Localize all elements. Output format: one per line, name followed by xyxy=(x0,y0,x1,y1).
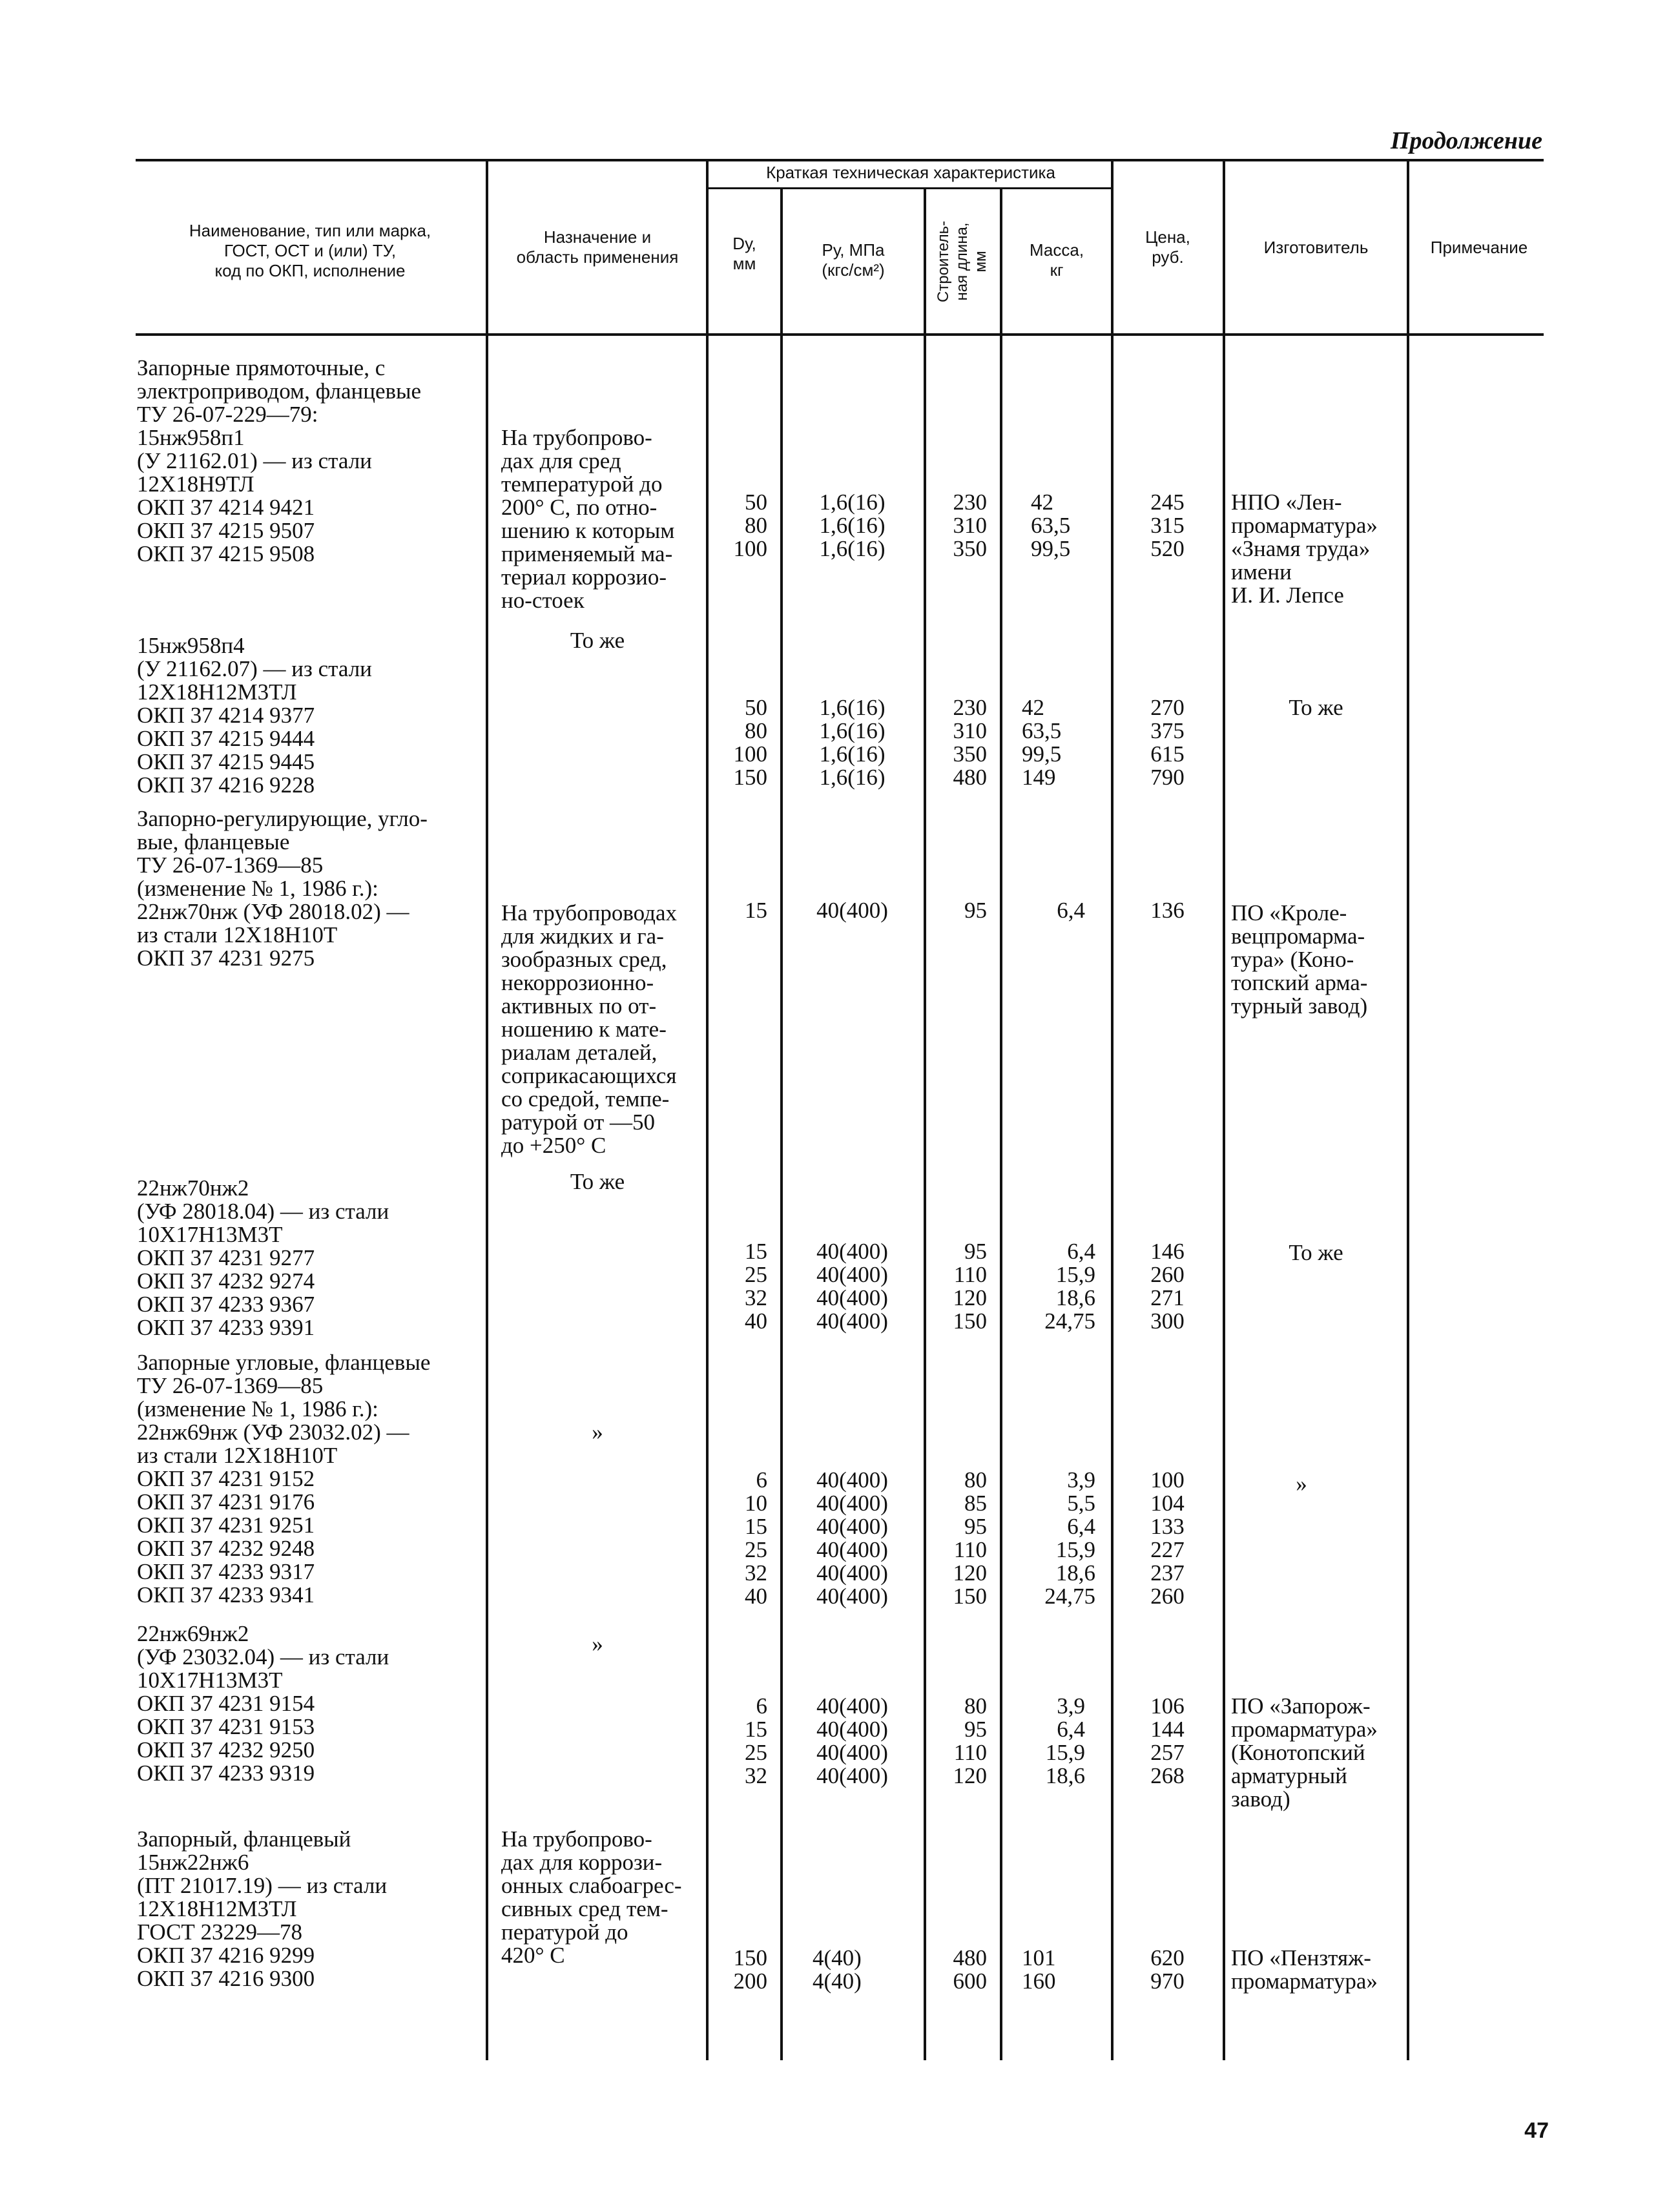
row-purpose: То же xyxy=(570,1169,625,1194)
row-length: 95 110 120 150 xyxy=(953,1239,987,1334)
row-py: 40(400) 40(400) 40(400) 40(400) 40(400) 40(400) xyxy=(816,1467,888,1609)
row-dy: 150 200 xyxy=(733,1945,767,1994)
row-price: 136 xyxy=(1150,898,1185,923)
row-mass: 3,9 5,5 6,4 15,9 18,6 24,75 xyxy=(1044,1467,1095,1609)
row-py: 4(40) 4(40) xyxy=(813,1945,862,1994)
col-divider xyxy=(1407,159,1409,2060)
continuation-label: Продолжение xyxy=(1390,127,1542,154)
col-divider xyxy=(486,159,488,2060)
header-length-cell xyxy=(927,194,997,329)
col-divider xyxy=(1000,187,1002,2060)
row-mass: 3,9 6,4 15,9 18,6 xyxy=(1045,1693,1085,1788)
row-purpose: На трубопрово- дах для коррози- онных слабоагрес- сивных сред тем- пературой до 420° С xyxy=(501,1826,682,1968)
header-mass: Масса, кг xyxy=(1029,240,1084,280)
row-length: 230 310 350 480 xyxy=(953,695,987,790)
row-dy: 6 15 25 32 xyxy=(745,1693,767,1788)
header-bottom-rule xyxy=(136,333,1544,336)
row-py: 1,6(16) 1,6(16) 1,6(16) xyxy=(819,490,886,561)
header-price: Цена, руб. xyxy=(1145,227,1190,267)
row-maker: То же xyxy=(1289,695,1343,720)
row-dy: 6 10 15 25 32 40 xyxy=(745,1467,767,1609)
row-name: Запорные угловые, фланцевые ТУ 26-07-1369—85 (изменение № 1, 1986 г.): 22нж69нж (УФ 23032.02) — из стали 12Х18Н10Т ОКП 37 4231 9152 ОКП 37 4231 9176 ОКП 37 4231 9251 ОКП 37 4232 9248 ОКП 37 4233 9317 ОКП 37 4233 9341 xyxy=(137,1350,431,1607)
col-divider xyxy=(1111,159,1113,2060)
row-price: 100 104 133 227 237 260 xyxy=(1150,1467,1185,1609)
col-divider xyxy=(924,187,926,2060)
row-py: 40(400) 40(400) 40(400) 40(400) xyxy=(816,1693,888,1788)
row-mass: 101 160 xyxy=(1022,1945,1056,1994)
row-length: 95 xyxy=(964,898,987,923)
row-purpose: На трубопрово- дах для сред температурой до 200° С, по отно- шению к которым применяемый ма- териал коррозио- но-стоек xyxy=(501,425,675,613)
row-price: 270 375 615 790 xyxy=(1150,695,1185,790)
row-dy: 50 80 100 xyxy=(733,490,767,561)
header-tech-group: Краткая техническая характеристика xyxy=(766,163,1055,182)
row-py: 1,6(16) 1,6(16) 1,6(16) 1,6(16) xyxy=(819,695,886,790)
header-dy: Dу, мм xyxy=(732,234,756,274)
row-maker: То же xyxy=(1289,1240,1343,1265)
row-maker: НПО «Лен- промарматура» «Знамя труда» имени И. И. Лепсе xyxy=(1231,490,1378,608)
row-py: 40(400) 40(400) 40(400) 40(400) xyxy=(816,1239,888,1334)
row-dy: 50 80 100 150 xyxy=(733,695,767,790)
row-mass: 42 63,5 99,5 xyxy=(1031,490,1071,561)
col-divider xyxy=(1223,159,1225,2060)
row-mass: 6,4 xyxy=(1057,898,1085,923)
row-length: 80 85 95 110 120 150 xyxy=(953,1467,987,1609)
row-length: 80 95 110 120 xyxy=(953,1693,987,1788)
row-purpose: » xyxy=(592,1420,603,1445)
row-purpose: То же xyxy=(570,628,625,653)
row-length: 480 600 xyxy=(953,1945,987,1994)
row-mass: 6,4 15,9 18,6 24,75 xyxy=(1044,1239,1095,1334)
header-length: Строитель- ная длина, мм xyxy=(934,220,989,303)
header-name: Наименование, тип или марка, ГОСТ, ОСТ и (или) ТУ, код по ОКП, исполнение xyxy=(189,221,431,281)
row-price: 620 970 xyxy=(1150,1945,1185,1994)
header-py: Pу, МПа (кгс/см²) xyxy=(822,240,885,280)
header-purpose: Назначение и область применения xyxy=(516,227,679,267)
row-py: 40(400) xyxy=(816,898,888,923)
header-maker: Изготовитель xyxy=(1263,238,1369,257)
row-maker: » xyxy=(1296,1471,1307,1496)
header-note: Примечание xyxy=(1430,238,1528,257)
row-dy: 15 xyxy=(745,898,767,923)
row-price: 106 144 257 268 xyxy=(1150,1693,1185,1788)
row-price: 245 315 520 xyxy=(1150,490,1185,561)
row-mass: 42 63,5 99,5 149 xyxy=(1022,695,1062,790)
row-name: 15нж958п4 (У 21162.07) — из стали 12Х18Н12М3ТЛ ОКП 37 4214 9377 ОКП 37 4215 9444 ОКП 37 4215 9445 ОКП 37 4216 9228 xyxy=(137,633,372,798)
col-divider xyxy=(706,159,709,2060)
row-name: Запорные прямоточные, с электроприводом, фланцевые ТУ 26-07-229—79: 15нж958п1 (У 21162.01) — из стали 12Х18Н9ТЛ ОКП 37 4214 9421 ОКП 37 4215 9507 ОКП 37 4215 9508 xyxy=(137,355,422,566)
row-name: Запорный, фланцевый 15нж22нж6 (ПТ 21017.19) — из стали 12Х18Н12М3ТЛ ГОСТ 23229—78 ОКП 37 4216 9299 ОКП 37 4216 9300 xyxy=(137,1826,388,1991)
row-name: 22нж70нж2 (УФ 28018.04) — из стали 10Х17Н13М3Т ОКП 37 4231 9277 ОКП 37 4232 9274 ОКП 37 4233 9367 ОКП 37 4233 9391 xyxy=(137,1175,389,1340)
row-purpose: На трубопроводах для жидких и га- зообразных сред, некоррозионно- активных по от- ношению к мате- риалам деталей, соприкасающихся со средой, темпе- ратурой от —50 до +250° С xyxy=(501,900,678,1158)
row-maker: ПО «Запорож- промарматура» (Конотопский арматурный завод) xyxy=(1231,1693,1378,1812)
row-maker: ПО «Кроле- вецпромарма- тура» (Коно- топский арма- турный завод) xyxy=(1231,900,1368,1018)
page-number: 47 xyxy=(1524,2118,1549,2143)
row-maker: ПО «Пензтяж- промарматура» xyxy=(1231,1945,1378,1994)
row-purpose: » xyxy=(592,1631,603,1657)
tech-group-rule xyxy=(708,187,1113,189)
row-name: 22нж69нж2 (УФ 23032.04) — из стали 10Х17Н13М3Т ОКП 37 4231 9154 ОКП 37 4231 9153 ОКП 37 4232 9250 ОКП 37 4233 9319 xyxy=(137,1621,389,1786)
row-name: Запорно-регулирующие, угло- вые, фланцевые ТУ 26-07-1369—85 (изменение № 1, 1986 г.): 22нж70нж (УФ 28018.02) — из стали 12Х18Н10Т ОКП 37 4231 9275 xyxy=(137,806,428,971)
row-length: 230 310 350 xyxy=(953,490,987,561)
row-dy: 15 25 32 40 xyxy=(745,1239,767,1334)
row-price: 146 260 271 300 xyxy=(1150,1239,1185,1334)
table-top-rule xyxy=(136,159,1544,161)
